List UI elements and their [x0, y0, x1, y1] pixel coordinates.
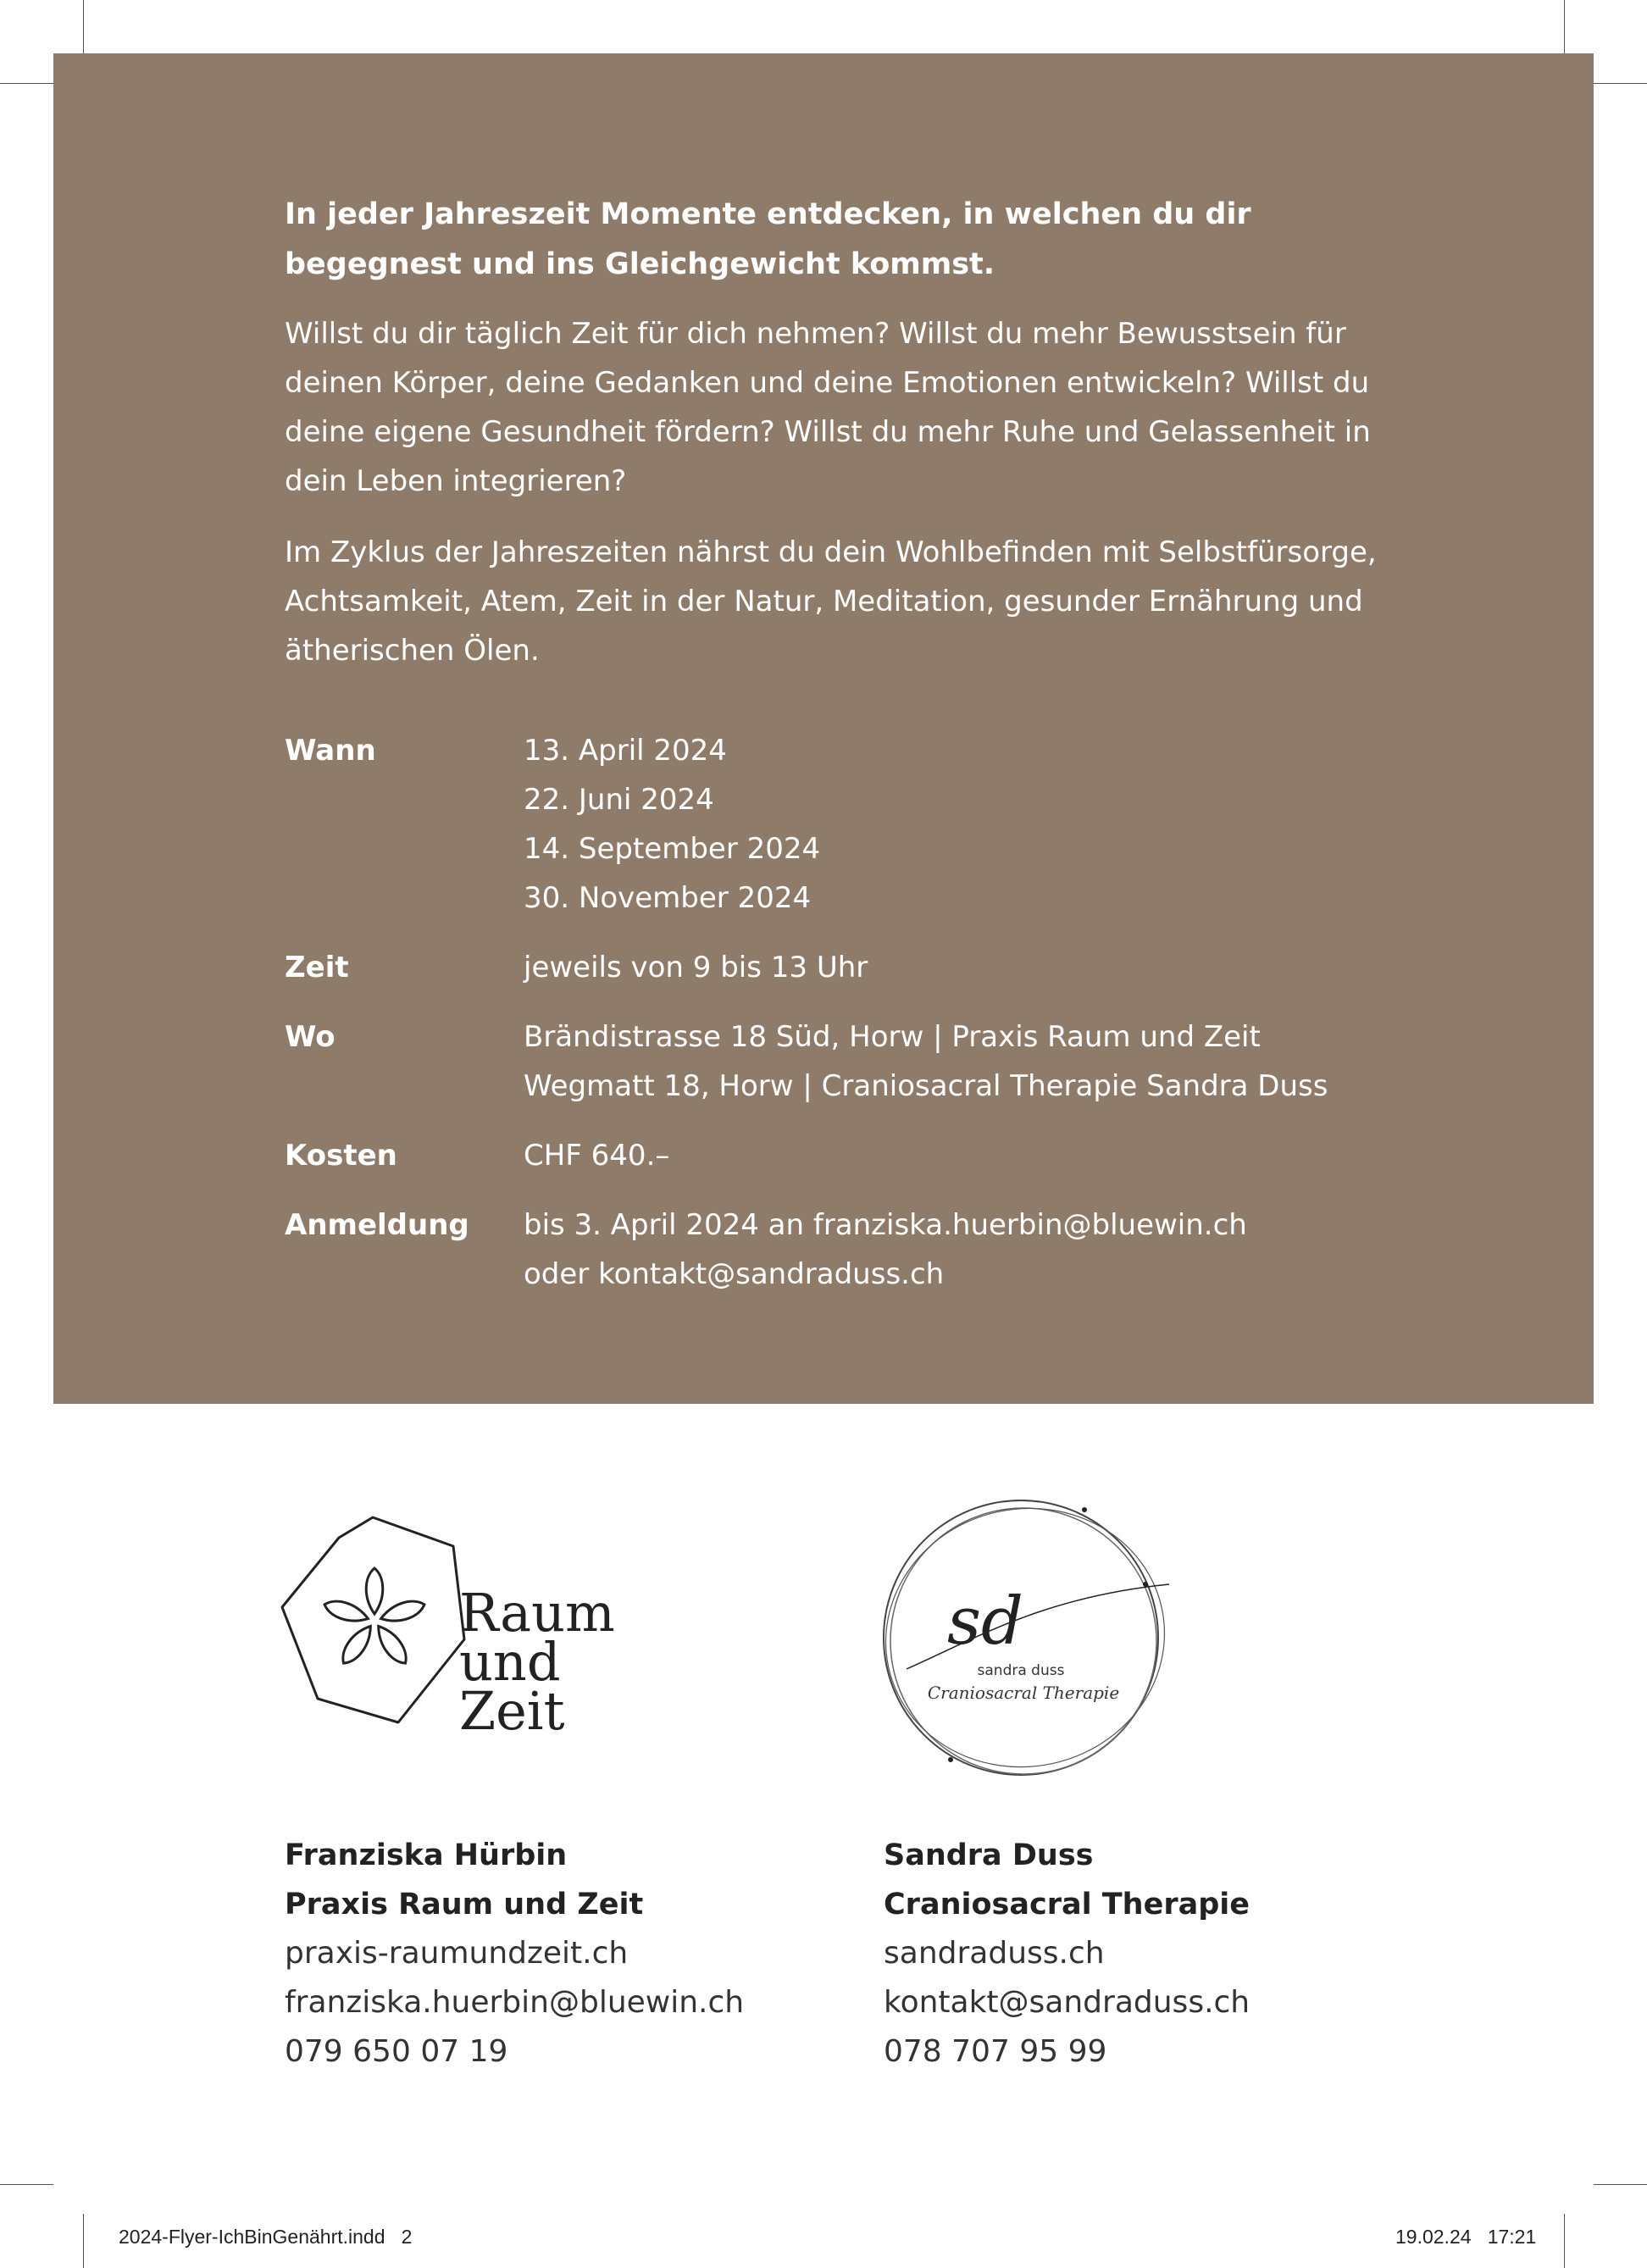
detail-dates — [524, 726, 820, 923]
intro-paragraph-cycle: Im Zyklus der Jahreszeiten nährst du dein Wohlbefinden mit Selbstfürsorge, Achtsamkeit, Atem, Zeit in der Natur, Meditation, gesunder Ernährung und ätherischen Ölen. — [285, 535, 1377, 668]
crop-mark — [0, 2184, 53, 2185]
detail-label-zeit: Zeit — [285, 951, 349, 984]
detail-value-kosten: CHF 640.– — [524, 1139, 670, 1173]
detail-row-anmeldung — [285, 1201, 1386, 1299]
crop-mark — [83, 0, 84, 53]
location-line: Brändistrasse 18 Süd, Horw | Praxis Raum und Zeit — [524, 1020, 1261, 1054]
contact-name: Franziska Hürbin — [285, 1838, 568, 1872]
logo-subtitle: Craniosacral Therapie — [927, 1683, 1120, 1703]
date-item: 22. Juni 2024 — [524, 783, 714, 817]
intro-paragraph-questions: Willst du dir täglich Zeit für dich nehmen? Willst du mehr Bewusstsein für deinen Körper, deine Gedanken und deine Emotionen entwickeln? Willst du deine eigene Gesundheit fördern? Willst du mehr Ruhe und Gelassenheit in dein Leben integrieren? — [285, 317, 1371, 498]
print-slug-datetime: 19.02.24 17:21 — [1395, 2226, 1537, 2248]
crop-mark — [1564, 0, 1565, 53]
detail-label-anmeldung: Anmeldung — [285, 1208, 469, 1242]
location-line: Wegmatt 18, Horw | Craniosacral Therapie Sandra Duss — [524, 1069, 1328, 1103]
date-item: 30. November 2024 — [524, 881, 812, 915]
detail-label-wann: Wann — [285, 734, 376, 768]
event-details — [285, 726, 1386, 1319]
print-slug-file: 2024-Flyer-IchBinGenährt.indd 2 — [119, 2226, 413, 2248]
detail-row-kosten — [285, 1131, 1386, 1180]
crop-mark — [1594, 83, 1647, 84]
contact-website[interactable]: praxis-raumundzeit.ch — [285, 1936, 629, 1971]
intro-headline: In jeder Jahreszeit Momente entdecken, in welchen du dir begegnest und ins Gleichgewicht kommst. — [285, 197, 1251, 281]
contact-phone: 078 707 95 99 — [884, 2034, 1107, 2069]
date-item: 13. April 2024 — [524, 734, 727, 768]
contact-phone: 079 650 07 19 — [285, 2034, 508, 2069]
contact-website[interactable]: sandraduss.ch — [884, 1936, 1105, 1971]
crop-mark — [0, 83, 53, 84]
detail-row-wann — [285, 726, 1386, 923]
contact-card-sandra — [884, 1831, 1477, 2077]
logo-text-raum: Raum — [459, 1582, 615, 1644]
registration-line: bis 3. April 2024 an franziska.huerbin@bluewin.ch — [524, 1208, 1247, 1242]
logo-text-und: und — [459, 1631, 561, 1693]
flower-hexagon-icon — [280, 1512, 618, 1758]
contact-business: Praxis Raum und Zeit — [285, 1888, 644, 1921]
contact-email[interactable]: franziska.huerbin@bluewin.ch — [285, 1985, 745, 2020]
contact-business: Craniosacral Therapie — [884, 1888, 1250, 1921]
logo-sandra-duss — [873, 1495, 1178, 1783]
registration-line: oder kontakt@sandraduss.ch — [524, 1257, 945, 1291]
circle-rings-icon — [873, 1495, 1178, 1783]
crop-mark — [1564, 2214, 1565, 2268]
contact-card-franziska — [285, 1831, 878, 2077]
detail-row-zeit — [285, 943, 1386, 992]
contact-name: Sandra Duss — [884, 1838, 1094, 1872]
logo-text-zeit: Zeit — [459, 1680, 565, 1742]
crop-mark — [1594, 2184, 1647, 2185]
detail-row-wo — [285, 1012, 1386, 1111]
logo-monogram: sd — [947, 1583, 1023, 1660]
detail-value-zeit: jeweils von 9 bis 13 Uhr — [524, 951, 868, 984]
detail-label-wo: Wo — [285, 1020, 336, 1054]
logo-raum-und-zeit — [280, 1512, 618, 1758]
logo-name: sandra duss — [977, 1662, 1065, 1679]
crop-mark — [83, 2214, 84, 2268]
contact-email[interactable]: kontakt@sandraduss.ch — [884, 1985, 1250, 2020]
detail-label-kosten: Kosten — [285, 1139, 397, 1173]
date-item: 14. September 2024 — [524, 832, 821, 866]
